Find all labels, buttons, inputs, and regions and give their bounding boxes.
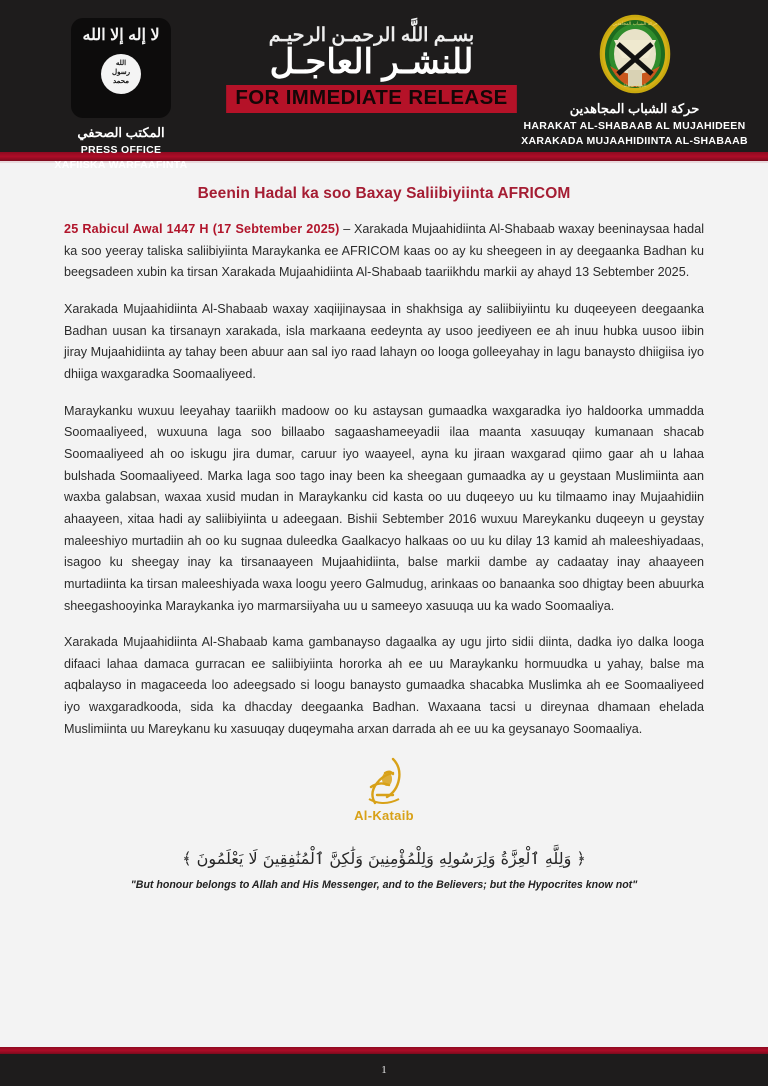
paragraph-3: Maraykanku wuxuu leeyahay taariikh madoow oo ku astaysan gumaadka waxgaradka iyo haldoorka ummadda Soomaaliyeed, wuxuuna laga soo billaabo sagaashameeyadii ilaa maanta xasuuqay kumanaan shacab Soomaaliyeed ah oo iskugu jira dumar, caruur iyo waayeel, ayna ku jiraan waxgarad qiimo gaar ah u lahaa bulshada Soomaaliyeed. Marka laga soo tago inay been ka sheegaan gumaadka ay u geystaan Muslimiinta aan waxba galabsan, waxaa xusid mudan in Maraykanku cid kasta oo uu duqeeyo uu ku tilmaamo inay Mujaahidiin ahaayeen, xitaa hadi ay saliibiyiinta u adeegaan. Bishii Sebtember 2016 wuxuu Mareykanku duqeeyn u geystay maleeshiyo murtadiin ah oo ku sugnaa duleedka Gaalkacyo halkaas oo uu ku dilay 13 kamid ah maleeshiyadaas, isagoo ku sheegay inay ka tirsanaayeen Mujaahidiinta, balse markii dambe ay cadaatay inay ahaayeen murtadiinta ka tirsan maleeshiyada waxa loogu yeero Galmudug, arinkaas oo banaanka soo dhigtay been abuurka sheegashooyinka Maraykanka iyo marmarsiiyaha uu u sameeyo xasuuqa uu ka wado Soomaaliya. bbox=[64, 403, 704, 613]
page-number: 1 bbox=[381, 1064, 387, 1076]
urgent-release-arabic: للنشـر العاجـل bbox=[269, 43, 474, 81]
dateline: 25 Rabicul Awal 1447 H (17 Sebtember 2025) bbox=[64, 222, 340, 236]
document-body bbox=[0, 185, 768, 943]
svg-text:حركة الشباب المجاهدين: حركة الشباب المجاهدين bbox=[611, 22, 658, 27]
shahada-banner-icon bbox=[71, 18, 171, 118]
paragraph-1-text: – Xarakada Mujaahidiinta Al-Shabaab waxay beeninaysaa hadal ka soo yeeray taliska saliibiyiinta Maraykanka ee AFRICOM kaas oo ay ku sheegeen in ay deegaanka Badhan ku beegsadeen xubin ka tirsan Xarakada Mujaahidiinta Al-Shabaab taariikhdu markii ay ahayd 13 Sebtember 2025. bbox=[64, 222, 704, 280]
immediate-release-block bbox=[217, 10, 527, 113]
prophetic-seal-icon bbox=[101, 54, 141, 94]
organization-somali-label: XARAKADA MUJAAHIDIINTA AL-SHABAAB bbox=[521, 135, 748, 148]
footer-bar bbox=[0, 1054, 768, 1086]
al-kataib-logo bbox=[64, 755, 704, 823]
seal-line-2: رسول bbox=[112, 69, 130, 77]
basmala-text: بسـم اللَّه الرحمـن الرحيـم bbox=[268, 25, 475, 46]
page-title: Beenin Hadal ka soo Baxay Saliibiyiinta AFRICOM bbox=[197, 185, 571, 202]
document-header bbox=[0, 0, 768, 172]
paragraph-4: Xarakada Mujaahidiinta Al-Shabaab kama gambanayso dagaalka ay ugu jirto sidii diinta, dadka iyo dalka looga difaaci lahaa damaca gurracan ee saliibiyiinta hororka ah ee uu Maraykanku hormuudka u yahay, balse ma aqbalayso in magaceeda loo adeegsado si loogu banaysto gumaadka shacabka Muslimka ah ee Soomaaliyeed iyo waxgaradkooda, sida ka dhacday deegaanka Badhan. Waxaana tacsi u direynaa dhamaan ehelada Muslimiinta uu Mareykanu ku xasuuqay duqeymaha arxan darrada ah ee uu ka geysanayo Soomaaliya. bbox=[64, 635, 704, 736]
al-shabaab-emblem-icon bbox=[598, 14, 672, 94]
al-kataib-calligraphy-icon bbox=[349, 755, 419, 807]
al-kataib-wordmark: Al-Kataib bbox=[354, 808, 414, 824]
organization-english-label: HARAKAT AL-SHABAAB AL MUJAHIDEEN bbox=[523, 120, 746, 133]
press-office-somali-label: XAFIISKA WARFAAFINTA bbox=[54, 159, 188, 172]
seal-line-1: الله bbox=[115, 60, 127, 68]
paragraph-2: Xarakada Mujaahidiinta Al-Shabaab waxay xaqiijinaysaa in shakhsiga ay saliibiiyiintu ku duqeeyeen deegaanka Badhan uusan ka tirsanayn xarakada, isla markaana eedeynta ay usoo jeediyeen ee ah inuu hubka uusoo iibin jiray Mujaahidiinta ay tahay been abuur aan sal iyo raad lahayn oo looga golleeyahay in lagu banaysto dhiigiisa iyo dhiiga waxgaradka Soomaaliyeed. bbox=[64, 301, 704, 381]
svg-text:الجهاد سبيلنا: الجهاد سبيلنا bbox=[622, 84, 647, 89]
bottom-spacer bbox=[64, 891, 704, 943]
press-office-english-label: PRESS OFFICE bbox=[80, 144, 162, 157]
press-office-arabic-label: المكتب الصحفي bbox=[77, 125, 165, 140]
shahada-text: لا إله إلا الله bbox=[82, 27, 160, 44]
organization-arabic-label: حركة الشباب المجاهدين bbox=[569, 101, 700, 116]
quran-verse-translation: "But honour belongs to Allah and His Messenger, and to the Believers; but the Hypocrites know not" bbox=[130, 879, 638, 892]
paragraph-1 bbox=[64, 219, 704, 284]
for-immediate-release-banner: FOR IMMEDIATE RELEASE bbox=[226, 85, 517, 113]
quran-verse-arabic: ﴿ وَلِلَّهِ ٱلْعِزَّةُ وَلِرَسُولِهِ وَلِلْمُؤْمِنِينَ وَلَٰكِنَّ ٱلْمُنَٰفِقِينَ لَا يَعْلَمُونَ ﴾ bbox=[182, 849, 586, 869]
footer-red-divider bbox=[0, 1047, 768, 1054]
seal-line-3: محمد bbox=[113, 77, 129, 85]
organization-block bbox=[521, 10, 748, 148]
press-office-block bbox=[26, 10, 216, 171]
